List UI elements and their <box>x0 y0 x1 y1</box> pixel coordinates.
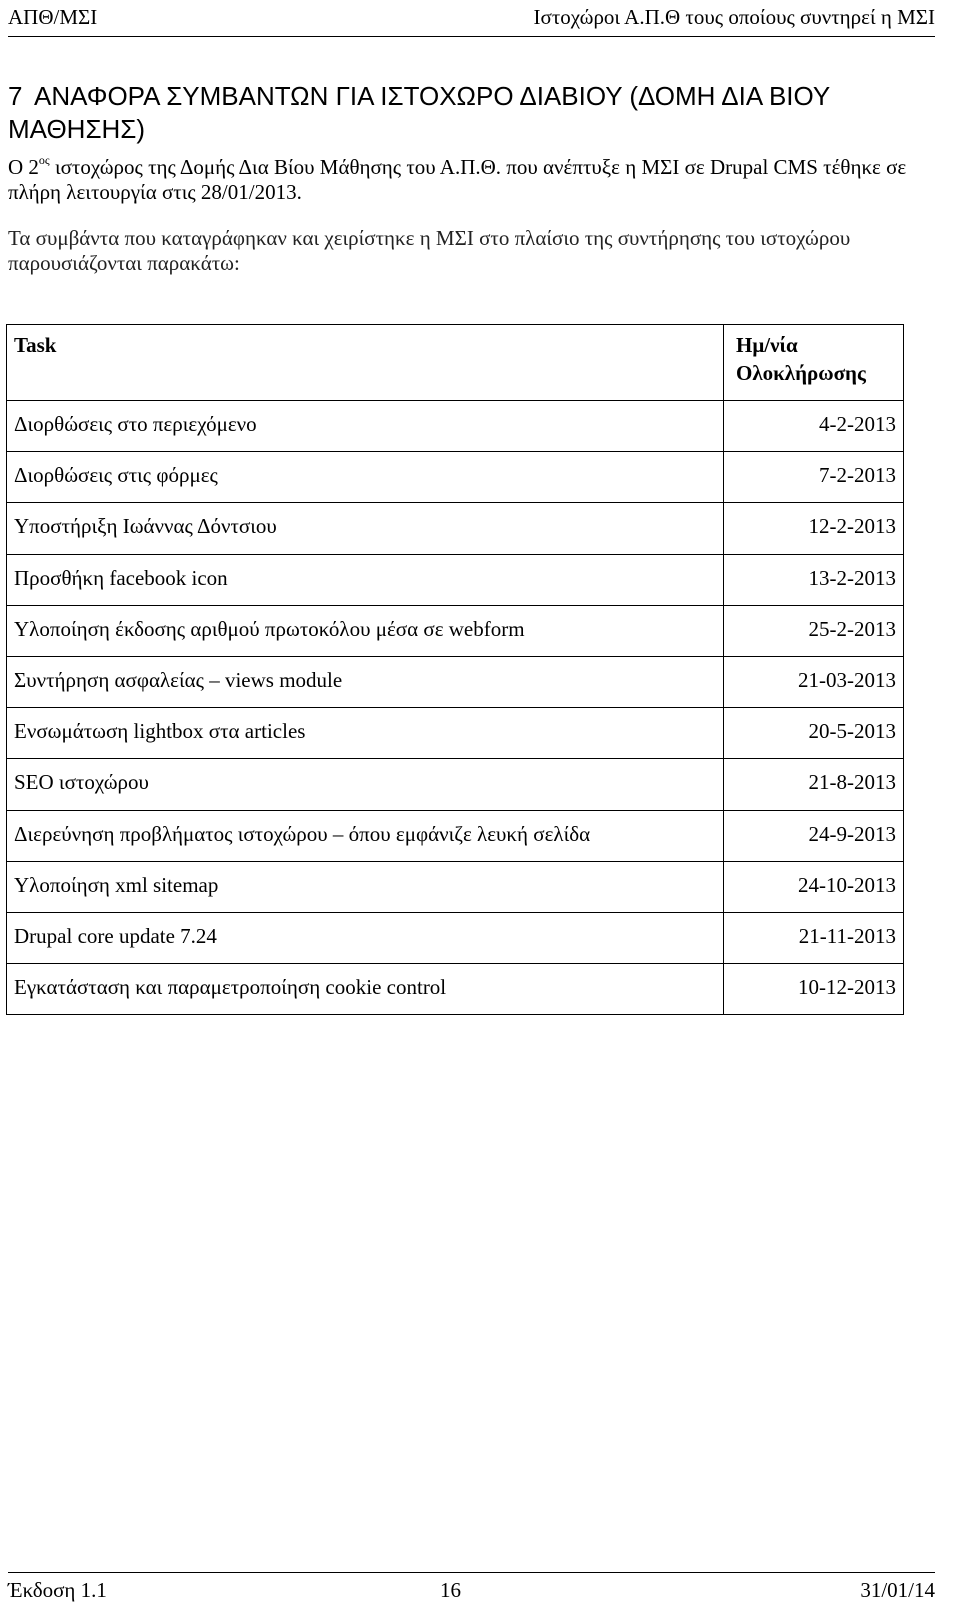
date-cell: 24-9-2013 <box>724 810 904 861</box>
table-row <box>7 708 904 759</box>
header-date-line1: Ημ/νία <box>736 333 798 357</box>
date-cell: 21-03-2013 <box>724 656 904 707</box>
date-cell: 4-2-2013 <box>724 401 904 452</box>
date-cell: 12-2-2013 <box>724 503 904 554</box>
table-row <box>7 452 904 503</box>
table-row <box>7 810 904 861</box>
task-cell: SEO ιστοχώρου <box>7 759 724 810</box>
footer-divider <box>8 1572 935 1573</box>
task-cell: Υλοποίηση έκδοσης αριθμού πρωτοκόλου μέσα σε webform <box>7 605 724 656</box>
header-right-text: Ιστοχώροι Α.Π.Θ τους οποίους συντηρεί η ΜΣΙ <box>533 5 935 29</box>
intro-paragraph <box>8 155 940 205</box>
table-row <box>7 759 904 810</box>
section-title: ΑΝΑΦΟΡΑ ΣΥΜΒΑΝΤΩΝ ΓΙΑ ΙΣΤΟΧΩΡΟ ΔΙΑΒΙΟΥ (ΔΟΜΗ ΔΙΑ ΒΙΟΥ ΜΑΘΗΣΗΣ) <box>8 81 830 144</box>
task-cell: Εγκατάσταση και παραμετροποίηση cookie control <box>7 964 724 1015</box>
table-row <box>7 861 904 912</box>
table-row <box>7 605 904 656</box>
task-cell: Διορθώσεις στο περιεχόμενο <box>7 401 724 452</box>
date-cell: 25-2-2013 <box>724 605 904 656</box>
ordinal-superscript: ος <box>38 153 50 167</box>
date-cell: 13-2-2013 <box>724 554 904 605</box>
intro-prefix: Ο 2 <box>8 155 39 179</box>
task-cell: Διορθώσεις στις φόρμες <box>7 452 724 503</box>
task-cell: Προσθήκη facebook icon <box>7 554 724 605</box>
task-cell: Συντήρηση ασφαλείας – views module <box>7 656 724 707</box>
table-header-row <box>7 325 904 401</box>
footer-page-number: 16 <box>440 1578 461 1602</box>
date-cell: 20-5-2013 <box>724 708 904 759</box>
task-cell: Υλοποίηση xml sitemap <box>7 861 724 912</box>
section-number: 7 <box>8 81 23 111</box>
task-cell: Υποστήριξη Ιωάννας Δόντσιου <box>7 503 724 554</box>
footer-version: Έκδοση 1.1 <box>8 1578 107 1602</box>
header-task: Task <box>7 325 724 401</box>
date-cell: 7-2-2013 <box>724 452 904 503</box>
task-table <box>6 324 904 1015</box>
table-row <box>7 401 904 452</box>
task-cell: Drupal core update 7.24 <box>7 912 724 963</box>
footer-date: 31/01/14 <box>860 1578 935 1602</box>
table-row <box>7 912 904 963</box>
page-header <box>8 0 935 35</box>
intro-rest: ιστοχώρος της Δομής Δια Βίου Μάθησης του Α.Π.Θ. που ανέπτυξε η ΜΣΙ σε Drupal CMS τέθηκε σε πλήρη λειτουργία στις 28/01/2013. <box>8 155 907 204</box>
page-footer <box>8 1574 935 1604</box>
date-cell: 21-8-2013 <box>724 759 904 810</box>
date-cell: 21-11-2013 <box>724 912 904 963</box>
events-paragraph: Τα συμβάντα που καταγράφηκαν και χειρίστηκε η ΜΣΙ στο πλαίσιο της συντήρησης του ιστοχώρου παρουσιάζονται παρακάτω: <box>8 226 851 275</box>
header-left-text: ΑΠΘ/ΜΣΙ <box>8 5 98 29</box>
table-row <box>7 554 904 605</box>
table-row <box>7 964 904 1015</box>
task-cell: Ενσωμάτωση lightbox στα articles <box>7 708 724 759</box>
task-cell: Διερεύνηση προβλήματος ιστοχώρου – όπου εμφάνιζε λευκή σελίδα <box>7 810 724 861</box>
table-body <box>7 401 904 1015</box>
table-row <box>7 503 904 554</box>
section-heading <box>8 80 908 146</box>
header-completion-date <box>724 325 904 401</box>
table-row <box>7 656 904 707</box>
header-date-line2: Ολοκλήρωσης <box>736 361 866 385</box>
header-divider <box>8 36 935 37</box>
date-cell: 24-10-2013 <box>724 861 904 912</box>
date-cell: 10-12-2013 <box>724 964 904 1015</box>
